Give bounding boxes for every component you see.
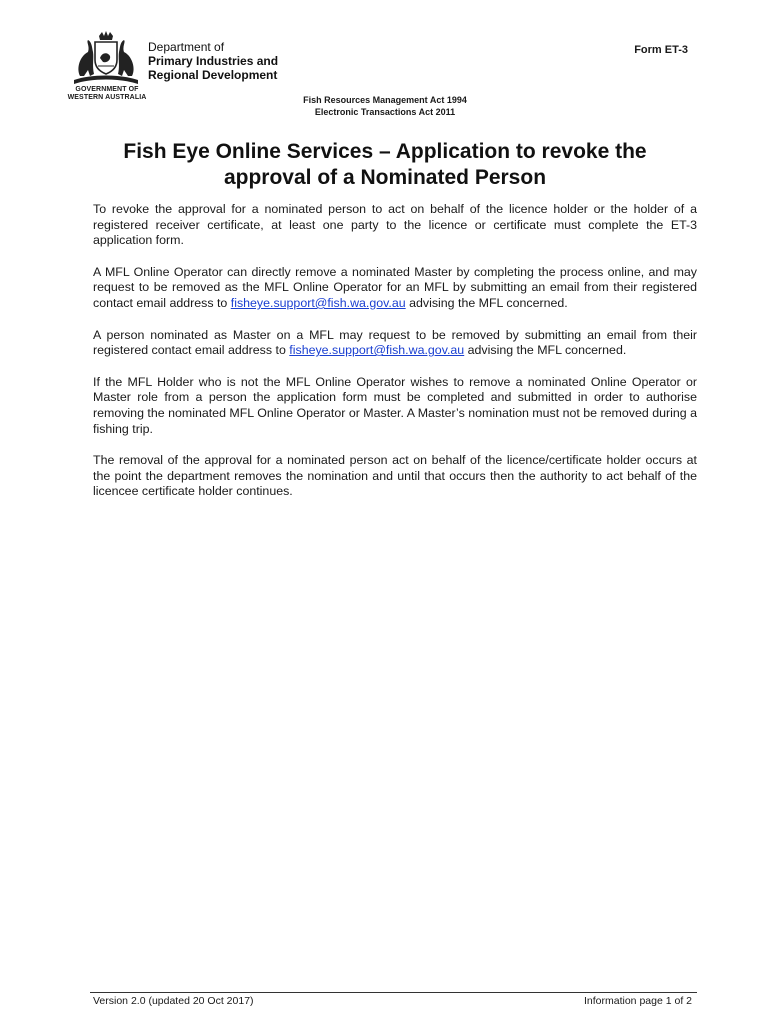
act-2: Electronic Transactions Act 2011 — [314, 107, 456, 117]
title-line-1: Fish Eye Online Services – Application to revoke the — [123, 140, 647, 163]
support-email-link-2[interactable]: fisheye.support@fish.wa.gov.au — [289, 343, 465, 358]
paragraph-2-text-b: advising the MFL concerned. — [405, 295, 568, 310]
paragraph-3 — [93, 328, 697, 359]
footer-page-number: Information page 1 of 2 — [584, 995, 692, 1007]
department-name — [148, 40, 278, 82]
document-body — [93, 202, 697, 516]
title-line-2: approval of a Nominated Person — [223, 166, 547, 189]
footer-divider — [90, 992, 697, 993]
act-1: Fish Resources Management Act 1994 — [303, 95, 467, 105]
paragraph-2 — [93, 265, 697, 312]
paragraph-5: The removal of the approval for a nominated person act on behalf of the licence/certificate holder occurs at the point the department removes the nomination and until that occurs then the authority to act behalf of the licencee certificate holder continues. — [93, 453, 697, 499]
department-line-3: Regional Development — [148, 68, 278, 82]
support-email-link[interactable]: fisheye.support@fish.wa.gov.au — [230, 295, 406, 310]
government-line-2: WESTERN AUSTRALIA — [67, 94, 147, 101]
paragraph-2-text-a: A MFL Online Operator can directly remove a nominated Master by completing the process online, and may request to be removed as the MFL Online Operator for an MFL by submitting an email from their registered contact email address to — [93, 264, 697, 310]
paragraph-3-text-b: advising the MFL concerned. — [464, 343, 627, 358]
legislation-acts — [0, 94, 770, 118]
paragraph-1: To revoke the approval for a nominated person to act on behalf of the licence holder or the holder of a registered receiver certificate, at least one party to the licence or certificate must complete the ET-3 application form. — [93, 202, 697, 248]
footer-version: Version 2.0 (updated 20 Oct 2017) — [93, 995, 254, 1007]
paragraph-4: If the MFL Holder who is not the MFL Online Operator wishes to remove a nominated Online Operator or Master role from a person the application form must be completed and submitted in order to authorise removing the nominated MFL Online Operator or Master. A Master’s nomination must not be removed during a fishing trip. — [93, 374, 697, 436]
form-id: Form ET-3 — [634, 44, 688, 56]
page-title — [70, 139, 700, 191]
paragraph-3-text-a: A person nominated as Master on a MFL may request to be removed by submitting an email from their registered contact email address to — [93, 327, 697, 358]
coat-of-arms-icon — [66, 30, 146, 88]
department-line-2: Primary Industries and — [148, 54, 279, 68]
government-line-1: GOVERNMENT OF — [75, 86, 139, 93]
department-line-1: Department of — [148, 40, 225, 54]
